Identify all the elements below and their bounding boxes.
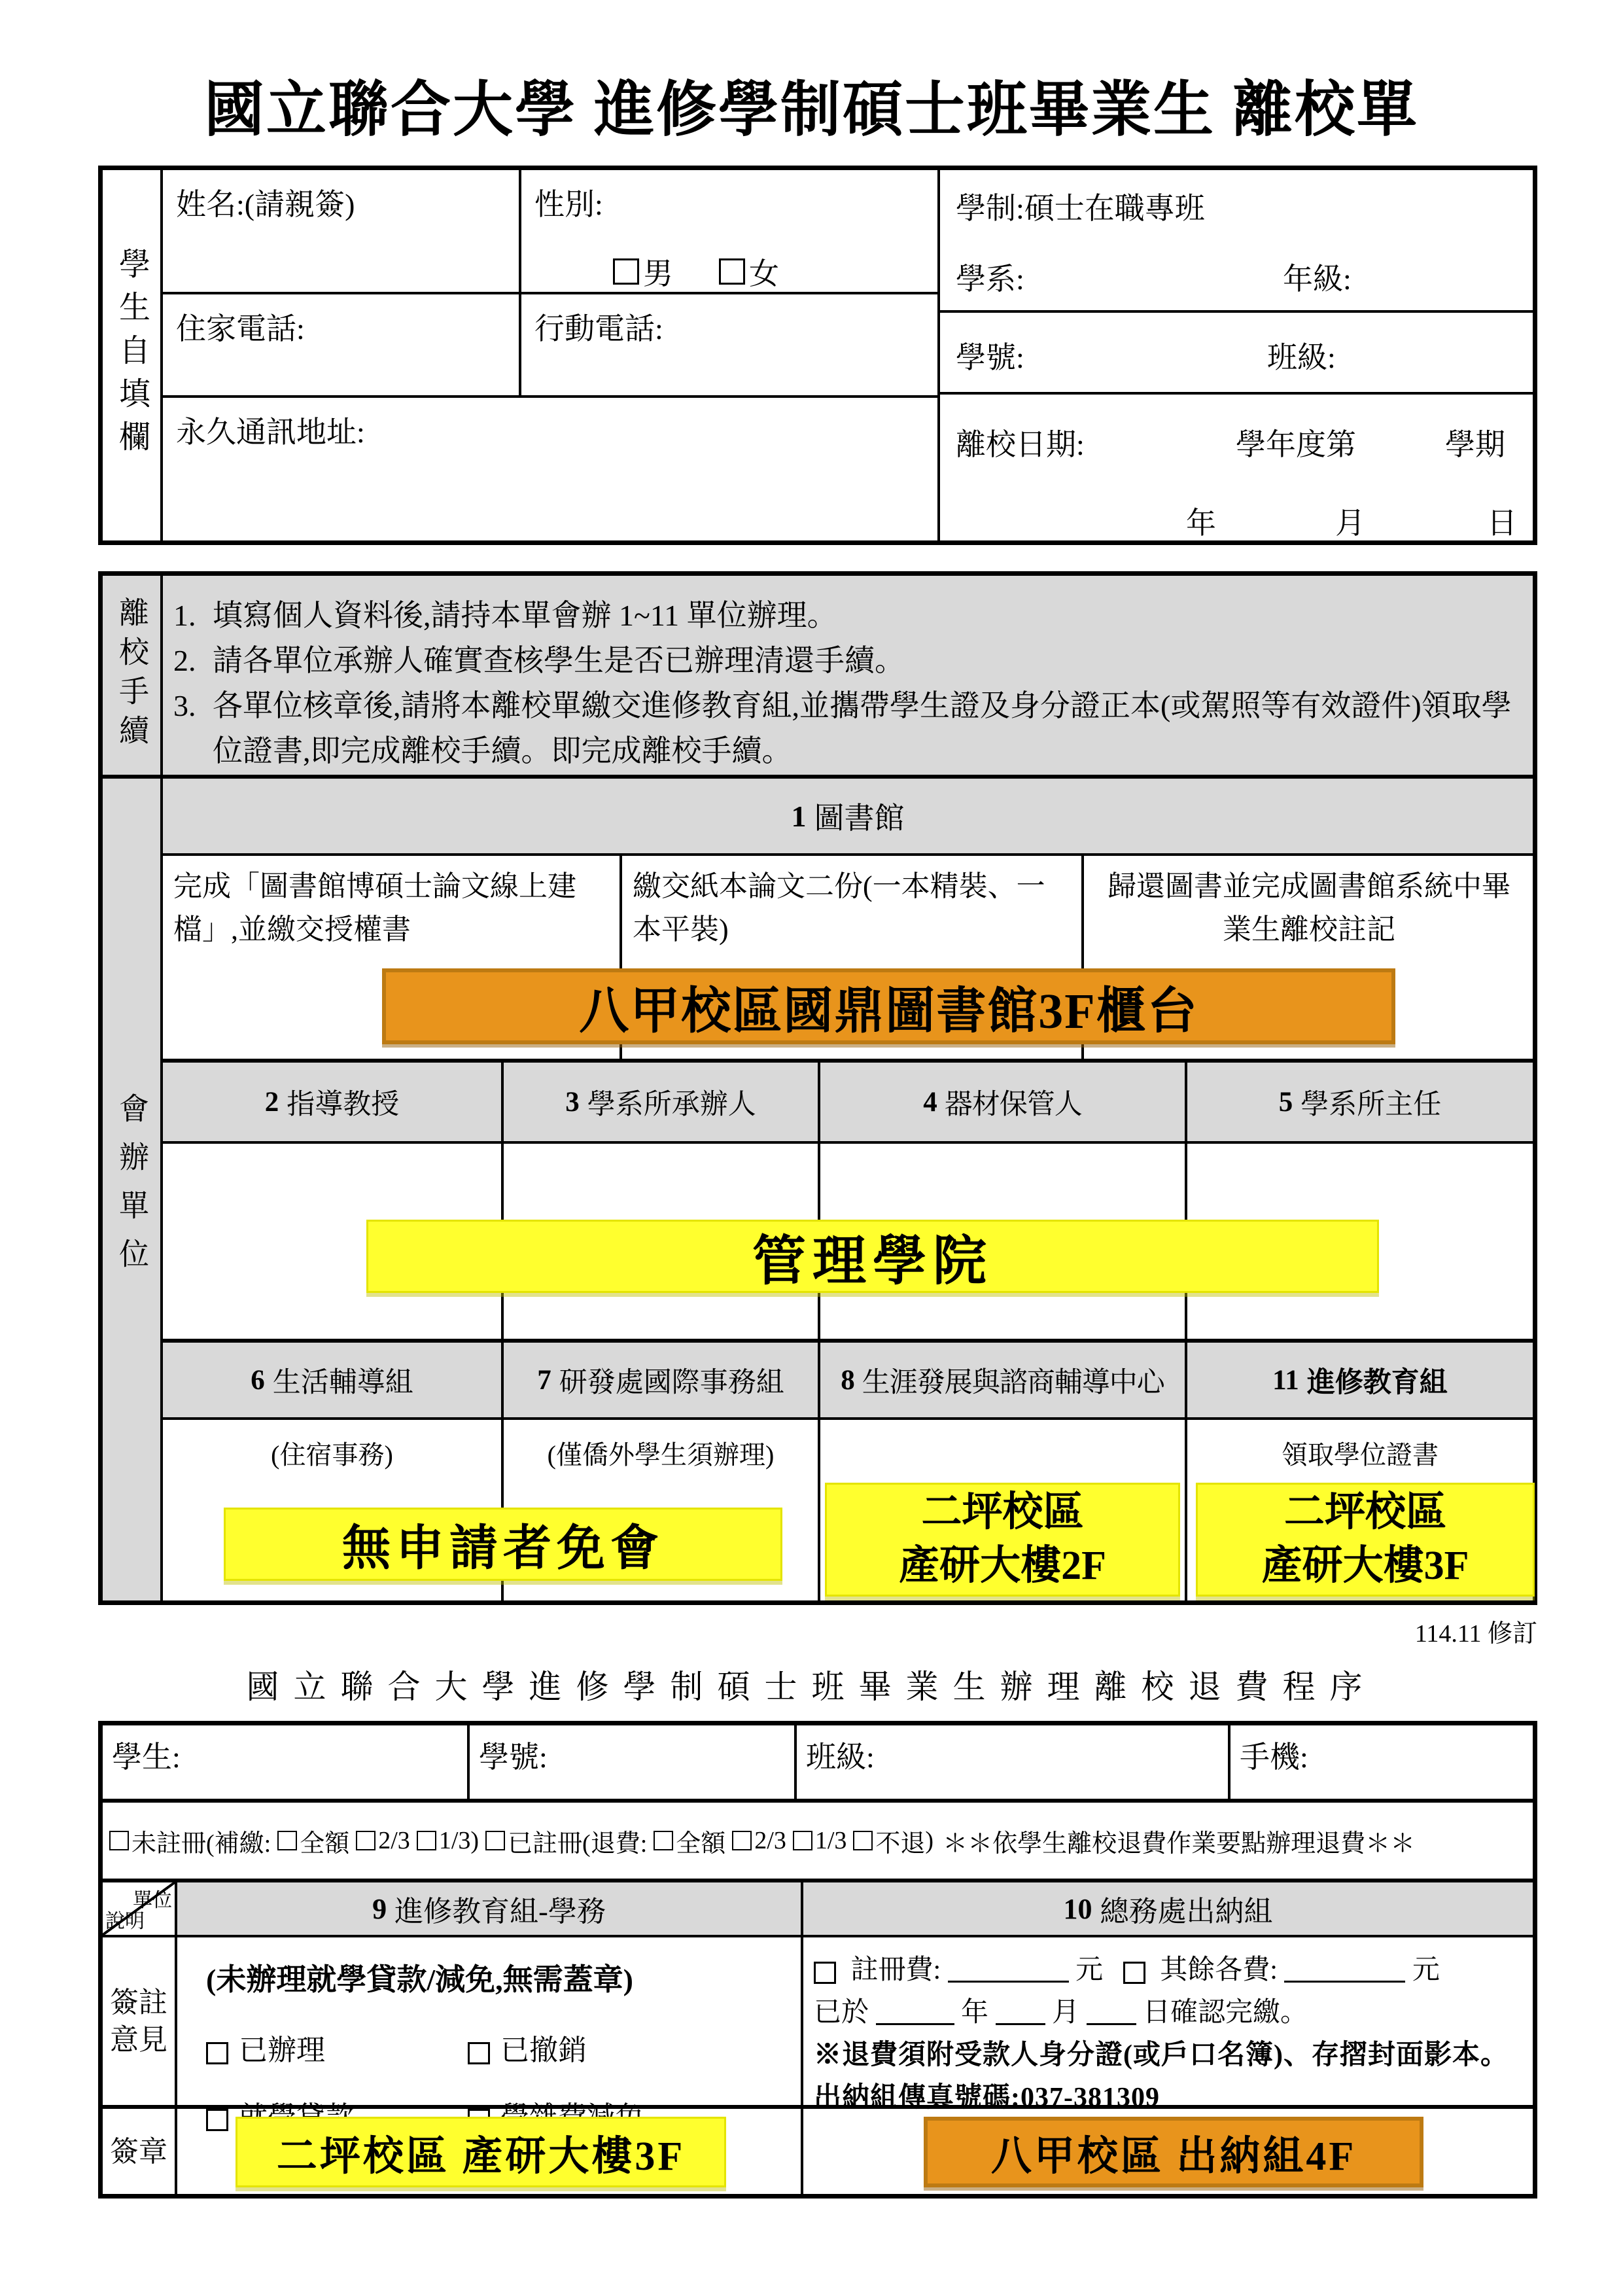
library-location-banner: 八甲校區國鼎圖書館3F櫃台 xyxy=(382,968,1395,1044)
student-id-cell xyxy=(940,313,1533,395)
registration-options-row: 未註冊 (補繳: 全額 2/3 1/3 ) 已註冊 (退費: 全額 2/3 1/3 不退 ) ＊＊依學生離校退費作業要點辦理退費＊＊ xyxy=(103,1803,1533,1882)
signature-label: 簽章 xyxy=(103,2109,177,2194)
semester-label: 學期 xyxy=(1445,428,1505,462)
unit-header-career-center: 8 生涯發展與諮商輔導中心 xyxy=(820,1343,1187,1417)
degree-dept-cell xyxy=(940,170,1533,313)
signature-right-cell[interactable] xyxy=(803,2109,1533,2194)
refund-unit-header-row xyxy=(103,1882,1533,1937)
unit-header-advisor: 2 指導教授 xyxy=(163,1063,504,1141)
signature-left-cell[interactable] xyxy=(177,2109,803,2194)
refund-student-label: 學生: xyxy=(112,1740,181,1775)
year-label: 年 xyxy=(1186,506,1216,540)
registered-label: 已註冊 xyxy=(508,1829,583,1858)
gender-label: 性別: xyxy=(534,188,603,222)
procedures-section-label: 離校手續 xyxy=(115,597,148,754)
sublabel-housing: (住宿事務) xyxy=(271,1440,393,1470)
refund-one-third-checkbox[interactable] xyxy=(793,1831,812,1850)
loan-note-title: (未辦理就學貸款/減免,無需蓋章) xyxy=(206,1963,633,1997)
unit-header-dept-chair: 5 學系所主任 xyxy=(1278,1086,1442,1120)
left-strip xyxy=(103,576,163,1600)
refund-mobile-cell[interactable] xyxy=(1230,1725,1533,1799)
no-refund-checkbox[interactable] xyxy=(853,1831,873,1850)
full-amount-checkbox[interactable] xyxy=(277,1831,297,1850)
day-label: 日 xyxy=(1487,506,1517,540)
library-header xyxy=(163,779,1533,856)
registration-fee-checkbox[interactable] xyxy=(814,1962,836,1984)
unit-header-international: 7 研發處國際事務組 xyxy=(504,1343,820,1417)
department-label[interactable]: 學系: xyxy=(956,262,1024,296)
student-info-table xyxy=(98,166,1537,545)
other-fees-label: 其餘各費: xyxy=(1160,1955,1278,1986)
notes-row xyxy=(103,1937,1533,2113)
continuing-edu-sign-location-banner: 二坪校區 產研大樓3F xyxy=(236,2117,726,2187)
unit-header-student-life: 6 生活輔導組 xyxy=(163,1343,504,1417)
mobile-phone-cell[interactable] xyxy=(521,294,937,395)
student-section-label: 學生自填欄 xyxy=(114,247,149,464)
procedure-item: 2. 請各單位承辦人確實查核學生是否已辦理清還手續。 xyxy=(173,644,905,678)
registration-fee-label: 註冊費: xyxy=(850,1955,941,1986)
procedure-item: 1. 填寫個人資料後,請持本單會辦 1~11 單位辦理。 xyxy=(173,599,837,633)
library-body xyxy=(163,856,1533,1063)
sublabel-overseas: (僅僑外學生須辦理) xyxy=(547,1440,775,1470)
unit-desc-diagonal-cell xyxy=(103,1882,177,1935)
home-phone-cell[interactable] xyxy=(163,294,521,395)
student-section-strip xyxy=(103,170,163,540)
refund-policy-note: ＊＊依學生離校退費作業要點辦理退費＊＊ xyxy=(943,1829,1416,1858)
continuing-edu-location-banner: 二坪校區 產研大樓3F xyxy=(1196,1483,1535,1597)
student-id-label[interactable]: 學號: xyxy=(956,340,1024,374)
library-number: 1 xyxy=(791,799,807,833)
management-college-banner: 管理學院 xyxy=(366,1220,1379,1293)
page-title: 國立聯合大學 進修學制碩士班畢業生 離校單 xyxy=(203,77,1419,143)
name-cell[interactable] xyxy=(163,170,521,292)
leave-date-cell xyxy=(940,395,1533,540)
paid-year-blank[interactable] xyxy=(876,1996,954,2025)
processed-checkbox[interactable] xyxy=(206,2042,228,2064)
refund-student-id-label: 學號: xyxy=(479,1740,548,1775)
class-label[interactable]: 班級: xyxy=(1267,340,1336,374)
not-registered-checkbox[interactable] xyxy=(109,1831,129,1850)
refund-student-cell[interactable] xyxy=(103,1725,470,1799)
one-third-checkbox[interactable] xyxy=(417,1831,436,1850)
academic-year-label: 學年度第 xyxy=(1236,428,1356,462)
unit-body-row-3 xyxy=(163,1420,1533,1600)
refund-class-label: 班級: xyxy=(806,1740,875,1775)
procedures-list xyxy=(163,576,1533,779)
sublabel-empty xyxy=(820,1420,1185,1434)
unit-header-row-2 xyxy=(163,1063,1533,1144)
other-fees-checkbox[interactable] xyxy=(1123,1962,1145,1984)
unit-header-dept-staff: 3 學系所承辦人 xyxy=(504,1063,820,1141)
male-label: 男 xyxy=(643,257,673,291)
procedure-item: 3. 各單位核章後,請將本離校單繳交進修教育組,並攜帶學生證及身分證正本(或駕照等有效證件)領取學位證書,即完成離校手續。即完成離校手續。 xyxy=(173,689,1512,768)
no-application-banner: 無申請者免會 xyxy=(224,1508,782,1581)
career-center-location-banner: 二坪校區 產研大樓2F xyxy=(825,1483,1180,1597)
library-name: 圖書館 xyxy=(814,802,905,836)
unit-header-row-3 xyxy=(163,1343,1533,1420)
unit-header-continuing-edu-affairs: 9 進修教育組-學務 xyxy=(177,1882,803,1935)
leave-date-label[interactable]: 離校日期: xyxy=(956,428,1085,462)
unit-corner-label: 單位 xyxy=(133,1890,172,1912)
unit-header-continuing-edu: 11 進修教育組 xyxy=(1272,1364,1448,1398)
month-label: 月 xyxy=(1335,506,1365,540)
library-task-2: 繳交紙本論文二份(一本精裝、一本平裝) xyxy=(622,856,1084,1059)
cashier-note-cell: 註冊費: 元 其餘各費: 元 已於 年 月 日確認完繳。 ※退費須附受款人身分證(或戶口名簿)、存摺封面影本。 出納組傳真號碼:037-381309 xyxy=(803,1937,1533,2105)
loan-note-cell: (未辦理就學貸款/減免,無需蓋章) 已辦理 已撤銷 xyxy=(177,1937,803,2105)
grade-label[interactable]: 年級: xyxy=(1283,262,1352,296)
unit-header-cashier: 10 總務處出納組 xyxy=(803,1882,1533,1935)
units-main xyxy=(163,576,1533,1600)
refund-full-checkbox[interactable] xyxy=(654,1831,673,1850)
degree-system-label: 學制:碩士在職專班 xyxy=(956,192,1205,226)
desc-corner-label: 說明 xyxy=(105,1911,145,1933)
sublabel-diploma: 領取學位證書 xyxy=(1282,1440,1439,1470)
refund-title: 國立聯合大學進修學制碩士班畢業生辦理離校退費程序 xyxy=(246,1669,1377,1706)
two-thirds-checkbox[interactable] xyxy=(356,1831,375,1850)
address-label: 永久通訊地址: xyxy=(176,415,365,450)
refund-warning: ※退費須附受款人身分證(或戶口名簿)、存摺封面影本。 xyxy=(814,2040,1509,2071)
refund-mobile-label: 手機: xyxy=(1240,1740,1308,1775)
address-cell[interactable] xyxy=(163,398,937,540)
home-phone-label: 住家電話: xyxy=(176,312,305,346)
female-checkbox[interactable] xyxy=(719,258,745,285)
refund-two-thirds-checkbox[interactable] xyxy=(732,1831,752,1850)
notes-label: 簽註意見 xyxy=(103,1937,177,2105)
male-checkbox[interactable] xyxy=(613,258,639,285)
unit-body-row-2 xyxy=(163,1144,1533,1343)
student-right-block xyxy=(940,170,1533,540)
cashier-sign-location-banner: 八甲校區 出納組4F xyxy=(924,2117,1423,2187)
name-label: 姓名:(請親簽) xyxy=(176,188,355,222)
revision-note: 114.11 修訂 xyxy=(1414,1620,1537,1648)
registered-checkbox[interactable] xyxy=(485,1831,505,1850)
library-task-3: 歸還圖書並完成圖書館系統中畢業生離校註記 xyxy=(1108,870,1510,946)
procedures-section-strip xyxy=(103,576,160,779)
paid-day-blank[interactable] xyxy=(1087,1996,1136,2025)
refund-student-row xyxy=(103,1725,1533,1803)
refund-class-cell[interactable] xyxy=(797,1725,1230,1799)
student-left-block xyxy=(163,170,940,540)
other-fees-blank[interactable] xyxy=(1284,1954,1405,1983)
paid-month-blank[interactable] xyxy=(996,1996,1045,2025)
library-task-1: 完成「圖書館博碩士論文線上建檔」,並繳交授權書 xyxy=(163,856,622,1059)
female-label: 女 xyxy=(749,257,779,291)
not-registered-label: 未註冊 xyxy=(131,1829,207,1858)
mobile-phone-label: 行動電話: xyxy=(534,312,663,346)
units-section-label: 會辦單位 xyxy=(115,1093,148,1287)
cancelled-checkbox[interactable] xyxy=(468,2042,490,2064)
signature-row xyxy=(103,2109,1533,2194)
gender-cell xyxy=(521,170,937,292)
refund-student-id-cell[interactable] xyxy=(470,1725,797,1799)
cashier-fax: 出納組傳真號碼:037-381309 xyxy=(814,2083,1160,2113)
unit-header-equipment: 4 器材保管人 xyxy=(820,1063,1187,1141)
units-table xyxy=(98,571,1537,1605)
refund-table xyxy=(98,1721,1537,2199)
registration-fee-blank[interactable] xyxy=(948,1954,1069,1983)
units-section-strip xyxy=(103,779,160,1600)
